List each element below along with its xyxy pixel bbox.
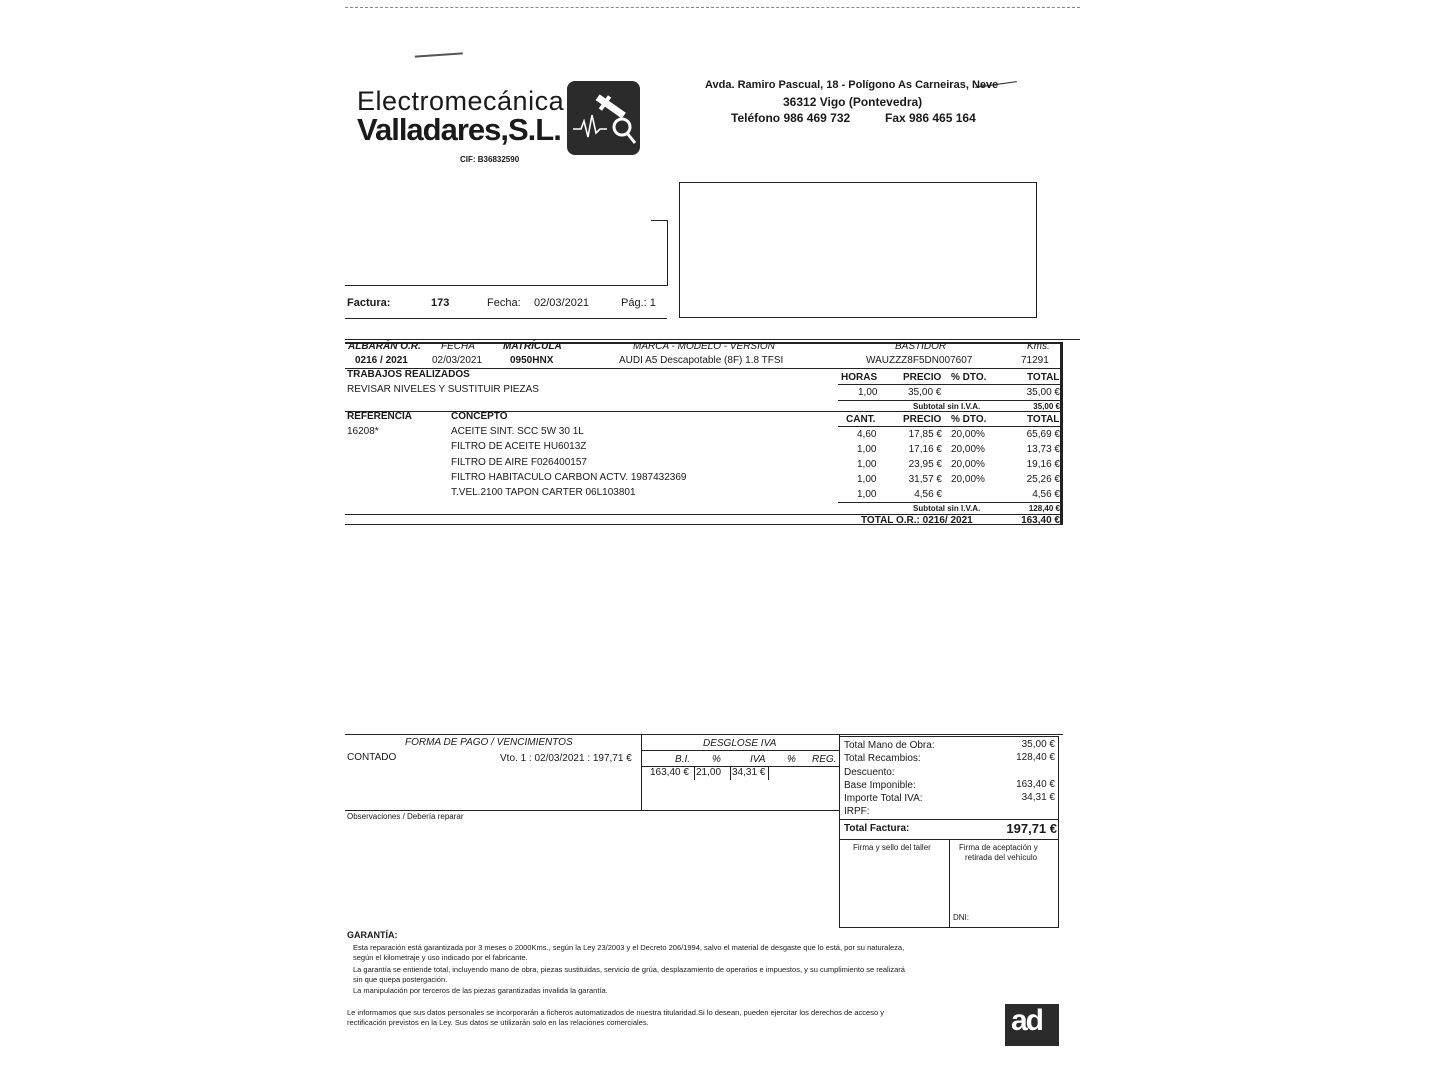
total-row-value: 163,40 € xyxy=(1016,779,1055,790)
label-bastidor: BASTIDOR xyxy=(895,341,947,352)
pieza-total: 25,26 € xyxy=(1026,474,1060,485)
client-box xyxy=(345,220,668,286)
total-row-label: Total Mano de Obra: xyxy=(844,740,935,751)
company-fax: Fax 986 465 164 xyxy=(885,111,976,125)
iva-col-rule xyxy=(768,766,769,780)
scan-edge xyxy=(345,7,1080,8)
client-box-corner xyxy=(651,220,667,221)
iva-value-pct: 21,00 xyxy=(696,767,722,778)
garantia-line: según el kilometraje y uso indicado por el fabricante. xyxy=(353,953,528,962)
iva-header-pct: % xyxy=(712,754,721,765)
iva-header-pct2: % xyxy=(787,754,796,765)
piezas-header-dto: % DTO. xyxy=(951,414,987,425)
label-albaran: ALBARÁN O.R. xyxy=(348,341,421,352)
firma-dni: DNI: xyxy=(953,913,969,922)
iva-header-iva: IVA xyxy=(750,754,766,765)
pieza-ref: 16208* xyxy=(347,426,379,437)
trabajo-desc: REVISAR NIVELES Y SUSTITUIR PIEZAS xyxy=(347,384,539,395)
label-kms: Kms. xyxy=(1027,341,1050,352)
pieza-total: 13,73 € xyxy=(1026,444,1060,455)
observaciones: Observaciones / Debería reparar xyxy=(347,812,464,821)
label-matricula: MATRÍCULA xyxy=(503,341,562,352)
pago-title: FORMA DE PAGO / VENCIMIENTOS xyxy=(405,737,573,748)
trabajos-header-horas: HORAS xyxy=(841,372,878,383)
pieza-total: 19,16 € xyxy=(1026,459,1060,470)
iva-value-bi: 163,40 € xyxy=(650,767,689,778)
value-fecha: 02/03/2021 xyxy=(432,355,483,366)
company-name-line1: Electromecánica xyxy=(357,86,565,116)
trabajos-subtotal-label: Subtotal sin I.V.A. xyxy=(913,402,981,411)
iva-col-rule xyxy=(730,766,731,780)
fecha-value: 02/03/2021 xyxy=(534,297,590,309)
garantia-line: Esta reparación está garantizada por 3 meses o 2000Kms., según la Ley 23/2003 y el Decreto 206/1994, salvo el material de desgaste que lo está, por su naturaleza, xyxy=(353,943,905,952)
piezas-header-rule xyxy=(838,426,1063,427)
signature-divider xyxy=(949,839,950,928)
total-factura-value: 197,71 € xyxy=(1006,821,1057,836)
ad-logo-icon: ad xyxy=(1005,1004,1059,1046)
pieza-precio: 4,56 € xyxy=(914,489,942,500)
iva-header-reg: REG. xyxy=(812,754,837,765)
value-kms: 71291 xyxy=(1021,355,1049,366)
privacidad-line: Le informamos que sus datos personales se incorporarán a ficheros automatizados de nuestra titularidad.Si lo desean, pueden ejercitar los derechos de acceso y xyxy=(347,1008,884,1017)
company-name-line2: Valladares,S.L. xyxy=(357,112,561,147)
trabajo-horas: 1,00 xyxy=(858,387,878,398)
piezas-header-ref: REFERENCIA xyxy=(347,411,413,422)
factura-number: 173 xyxy=(431,297,450,309)
value-marca: AUDI A5 Descapotable (8F) 1.8 TFSI xyxy=(619,355,784,366)
trabajos-rows-rule xyxy=(838,400,1063,401)
iva-col-rule xyxy=(694,766,695,780)
pieza-concepto: FILTRO DE AIRE F026400157 xyxy=(451,457,587,468)
company-address-line1: Avda. Ramiro Pascual, 18 - Polígono As Carneiras, Neve xyxy=(705,79,999,91)
total-row-value: 35,00 € xyxy=(1021,739,1055,750)
recipient-box xyxy=(679,182,1037,318)
pieza-cant: 1,00 xyxy=(857,489,877,500)
pen-mark xyxy=(415,52,463,63)
pieza-total: 4,56 € xyxy=(1032,489,1060,500)
garantia-title: GARANTÍA: xyxy=(347,930,398,940)
firma-aceptacion-line2: retirada del vehículo xyxy=(965,853,1038,862)
garantia-line: sin que quepa postergación. xyxy=(353,975,448,984)
trabajos-title: TRABAJOS REALIZADOS xyxy=(347,369,470,380)
pieza-dto: 20,00% xyxy=(951,444,985,455)
piezas-subtotal-label: Subtotal sin I.V.A. xyxy=(913,504,981,513)
value-matricula: 0950HNX xyxy=(510,355,554,366)
piezas-header-precio: PRECIO xyxy=(903,414,942,425)
payment-divider xyxy=(641,734,642,810)
pieza-dto: 20,00% xyxy=(951,474,985,485)
pieza-precio: 17,85 € xyxy=(908,429,942,440)
privacidad-line: rectificación previstos en la Ley. Sus datos se utilizarán solo en las relaciones comerciales. xyxy=(347,1018,649,1027)
page-number: Pág.: 1 xyxy=(621,297,656,309)
pieza-cant: 4,60 xyxy=(857,429,877,440)
pieza-total: 65,69 € xyxy=(1026,429,1060,440)
caliper-logo-icon xyxy=(567,81,640,155)
payment-top-rule xyxy=(345,734,1063,735)
trabajo-total: 35,00 € xyxy=(1026,387,1060,398)
pieza-concepto: T.VEL.2100 TAPON CARTER 06L103801 xyxy=(451,487,636,498)
pieza-precio: 23,95 € xyxy=(908,459,942,470)
piezas-header-cant: CANT. xyxy=(846,414,876,425)
iva-value-iva: 34,31 € xyxy=(732,767,766,778)
trabajos-header-total: TOTAL xyxy=(1027,372,1060,383)
totals-rule xyxy=(839,819,1059,820)
total-row-value: 128,40 € xyxy=(1016,752,1055,763)
trabajo-precio: 35,00 € xyxy=(908,387,942,398)
pieza-concepto: FILTRO DE ACEITE HU6013Z xyxy=(451,441,587,452)
value-bastidor: WAUZZZ8F5DN007607 xyxy=(866,355,973,366)
piezas-header-total: TOTAL xyxy=(1027,414,1060,425)
firma-aceptacion-line1: Firma de aceptación y xyxy=(959,843,1038,852)
firma-taller: Firma y sello del taller xyxy=(853,843,931,852)
label-marca: MARCA - MODELO - VERSION xyxy=(633,341,775,352)
total-row-label: Descuento: xyxy=(844,767,895,778)
factura-underline xyxy=(345,318,667,319)
total-row-label: Importe Total IVA: xyxy=(844,793,923,804)
pieza-dto: 20,00% xyxy=(951,429,985,440)
pieza-dto: 20,00% xyxy=(951,459,985,470)
invoice-page xyxy=(345,0,1080,1080)
piezas-subtotal-value: 128,40 € xyxy=(1028,504,1060,513)
value-albaran: 0216 / 2021 xyxy=(355,355,408,366)
pieza-concepto: FILTRO HABITACULO CARBON ACTV. 1987432369 xyxy=(451,472,687,483)
pago-vencimiento: Vto. 1 : 02/03/2021 : 197,71 € xyxy=(500,753,632,764)
trabajos-subtotal-value: 35,00 € xyxy=(1033,402,1060,411)
trabajos-header-dto: % DTO. xyxy=(951,372,987,383)
pieza-precio: 31,57 € xyxy=(908,474,942,485)
iva-title-rule xyxy=(641,750,839,751)
fecha-label: Fecha: xyxy=(487,297,521,309)
garantia-line: La manipulación por terceros de las piezas garantizadas invalida la garantía. xyxy=(353,986,608,995)
garantia-line: La garantía se entiende total, incluyendo mano de obra, piezas sustituidas, servicio de grúa, desplazamiento de operarios e impuestos, y su cumplimiento se realizará xyxy=(353,965,905,974)
pieza-cant: 1,00 xyxy=(857,459,877,470)
total-or-label: TOTAL O.R.: 0216/ 2021 xyxy=(861,515,973,526)
total-row-label: Total Recambios: xyxy=(844,753,921,764)
company-cif: CIF: B36832590 xyxy=(460,155,520,164)
factura-label: Factura: xyxy=(347,297,391,309)
company-phone: Teléfono 986 469 732 xyxy=(731,111,851,125)
total-row-value: 34,31 € xyxy=(1021,792,1055,803)
pago-metodo: CONTADO xyxy=(347,752,397,763)
company-address-line2: 36312 Vigo (Pontevedra) xyxy=(783,95,923,109)
total-row-label: IRPF: xyxy=(844,806,870,817)
iva-title: DESGLOSE IVA xyxy=(703,738,777,749)
piezas-header-concepto: CONCEPTO xyxy=(451,411,508,422)
trabajos-header-precio: PRECIO xyxy=(903,372,942,383)
pieza-precio: 17,16 € xyxy=(908,444,942,455)
iva-header-bi: B.I. xyxy=(675,754,691,765)
total-factura-label: Total Factura: xyxy=(844,823,910,834)
label-fecha: FECHA xyxy=(441,341,475,352)
total-row-label: Base Imponible: xyxy=(844,780,916,791)
total-or-value: 163,40 € xyxy=(1021,515,1060,526)
pieza-cant: 1,00 xyxy=(857,444,877,455)
order-top-rule xyxy=(345,339,1080,340)
pieza-concepto: ACEITE SINT. SCC 5W 30 1L xyxy=(451,426,584,437)
piezas-rows-rule xyxy=(838,502,1063,503)
payment-bottom-rule xyxy=(345,810,839,811)
trabajos-header-rule xyxy=(838,384,1063,385)
pieza-cant: 1,00 xyxy=(857,474,877,485)
